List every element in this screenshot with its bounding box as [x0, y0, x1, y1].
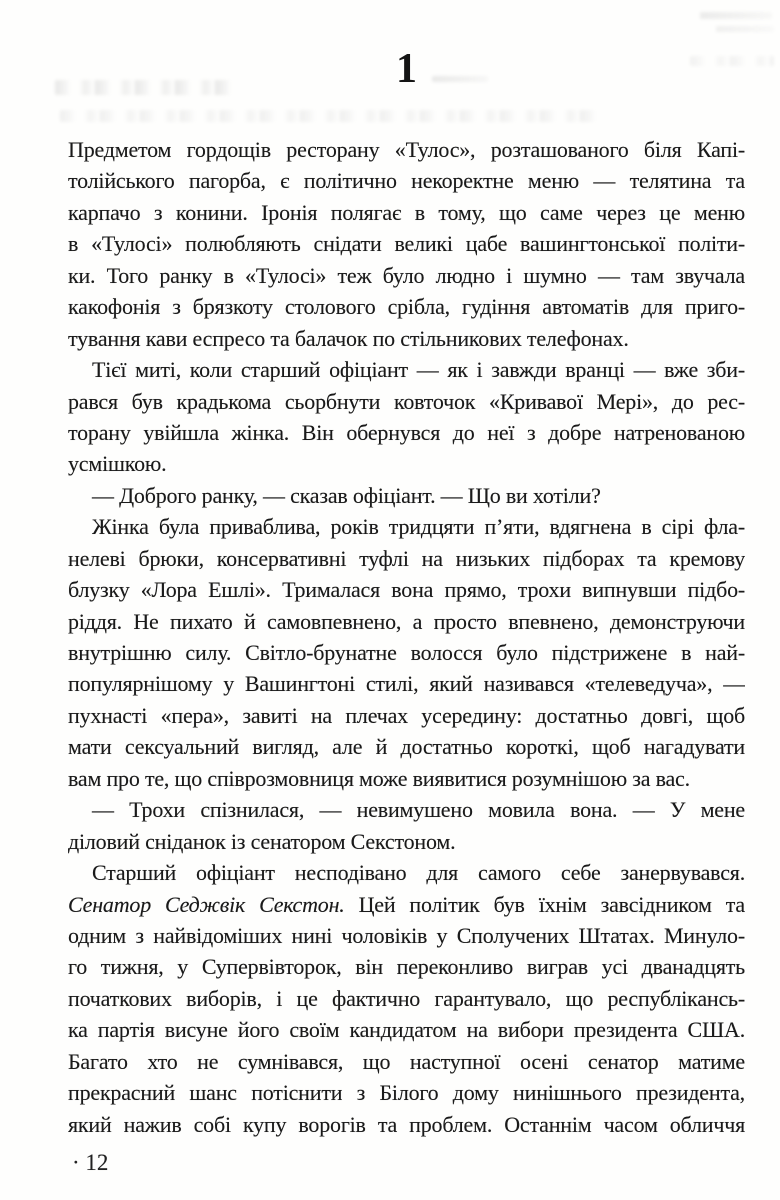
text-line	[68, 763, 745, 794]
text-line	[68, 448, 745, 479]
text-block	[68, 134, 745, 1140]
text-line	[68, 637, 745, 668]
text-segment: блузку «Лора Ешлі». Трималася вона прямо, трохи випнувши підбо-	[68, 577, 745, 603]
text-segment: усмішкою.	[68, 451, 167, 477]
text-line	[68, 260, 745, 291]
text-line	[68, 228, 745, 259]
text-line	[68, 323, 745, 354]
text-segment: пухнасті «пера», завиті на плечах усередину: достатньо довгі, щоб	[68, 702, 745, 728]
text-line	[68, 951, 745, 982]
text-line	[68, 889, 745, 920]
text-line	[68, 920, 745, 951]
text-segment: одним з найвідоміших нині чоловіків у Сполучених Штатах. Минуло-	[68, 922, 745, 948]
text-segment: торану увійшла жінка. Він обернувся до неї з добре натренованою	[68, 419, 745, 445]
text-line	[68, 574, 745, 605]
text-line	[68, 417, 745, 448]
text-line	[68, 543, 745, 574]
text-segment: в «Тулосі» полюбляють снідати великі цабе вашингтонської політи-	[68, 231, 745, 257]
text-segment: какофонія з брязкоту столового срібла, гудіння автоматів для приго-	[68, 294, 745, 320]
text-segment: мати сексуальний вигляд, але й достатньо короткі, щоб нагадувати	[68, 734, 745, 760]
text-line	[68, 857, 745, 888]
text-segment: Багато хто не сумнівався, що наступної осені сенатор матиме	[68, 1048, 745, 1074]
text-segment: го тижня, у Супервівторок, він переконливо виграв усі дванадцять	[68, 954, 745, 980]
text-line	[68, 1077, 745, 1108]
text-segment: діловий сніданок із сенатором Секстоном.	[68, 828, 456, 854]
text-line	[68, 668, 745, 699]
text-line	[68, 1014, 745, 1045]
emphasized-text: Сенатор Седжвік Секстон.	[68, 891, 345, 917]
text-line	[68, 197, 745, 228]
text-line	[68, 1046, 745, 1077]
text-line	[68, 794, 745, 825]
text-line	[68, 354, 745, 385]
text-segment: прекрасний шанс потіснити з Білого дому нинішнього президента,	[68, 1080, 745, 1106]
text-line	[68, 511, 745, 542]
text-segment: Предметом гордощів ресторану «Тулос», розташованого біля Капі-	[68, 137, 745, 162]
text-segment: ріддя. Не пихато й самовпевнено, а просто впевнено, демонструючи	[68, 608, 745, 634]
text-segment: який нажив собі купу ворогів та проблем. Останнім часом обличчя	[68, 1111, 745, 1137]
text-segment: тування кави еспресо та балачок по стільникових телефонах.	[68, 325, 629, 351]
text-line	[68, 1109, 745, 1140]
text-segment: Старший офіціант несподівано для самого себе занервувався.	[92, 860, 745, 886]
text-line	[68, 291, 745, 322]
text-segment: толійського пагорба, є політично некоректне меню — телятина та	[68, 168, 745, 194]
bleedthrough-artifact-corner-1	[700, 12, 772, 19]
text-line	[68, 134, 745, 165]
text-segment: популярнішому у Вашингтоні стилі, який називався «телеведуча», —	[68, 671, 745, 697]
text-line	[68, 826, 745, 857]
chapter-number: 1	[396, 46, 417, 92]
text-segment: ка партія висуне його своїм кандидатом на вибори президента США.	[68, 1017, 745, 1043]
text-line	[68, 606, 745, 637]
text-segment: ки. Того ранку в «Тулосі» теж було людно і шумно — там звучала	[68, 262, 745, 288]
bleedthrough-artifact-row	[60, 110, 600, 122]
page-number: · 12	[72, 1150, 109, 1175]
bleedthrough-artifact-corner-2	[716, 26, 774, 32]
text-segment: нелеві брюки, консервативні туфлі на низьких підборах та кремову	[68, 545, 745, 571]
text-segment: Жінка була приваблива, років тридцяти п’яти, вдягнена в сірі фла-	[92, 514, 745, 540]
text-segment: — Трохи спізнилася, — невимушено мовила вона. — У мене	[92, 797, 745, 823]
text-line	[68, 983, 745, 1014]
text-line	[68, 700, 745, 731]
text-line	[68, 480, 745, 511]
text-line	[68, 386, 745, 417]
text-segment: Цей політик був їхнім завсідником та	[344, 891, 745, 917]
text-segment: внутрішню силу. Світло-брунатне волосся було підстрижене в най-	[68, 640, 745, 665]
text-segment: рався був крадькома сьорбнути ковточок «Кривавої Мері», до рес-	[68, 388, 745, 414]
text-segment: Тієї миті, коли старший офіціант — як і завжди вранці — вже зби-	[92, 357, 745, 383]
text-line	[68, 165, 745, 196]
text-segment: вам про те, що співрозмовниця може виявитися розумнішою за вас.	[68, 765, 690, 791]
text-segment: — Доброго ранку, — сказав офіціант. — Що ви хотіли?	[92, 482, 601, 508]
text-segment: початкових виборів, і це фактично гарантувало, що республікансь-	[68, 985, 745, 1011]
text-segment: карпачо з конини. Іронія полягає в тому, що саме через це меню	[68, 199, 745, 225]
text-line	[68, 731, 745, 762]
